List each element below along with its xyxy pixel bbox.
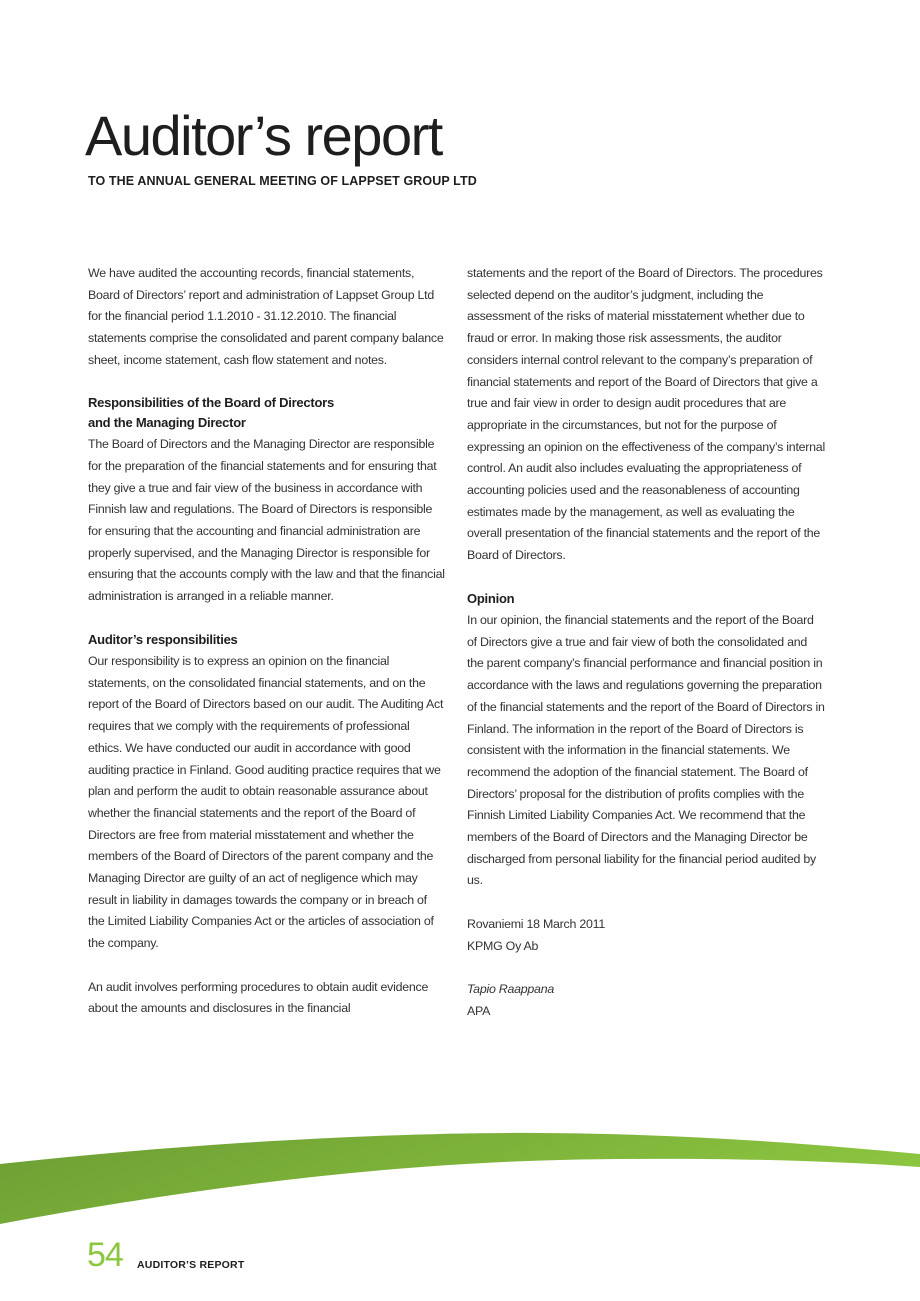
section-heading-opinion: Opinion xyxy=(467,590,515,606)
left-column xyxy=(88,263,446,1042)
page-subtitle: TO THE ANNUAL GENERAL MEETING OF LAPPSET GROUP LTD xyxy=(88,174,477,188)
section-heading-responsibilities xyxy=(88,393,446,432)
intro-paragraph: We have audited the accounting records, financial statements, Board of Directors’ report and administration of Lappset Group Ltd for the financial period 1.1.2010 - 31.12.2010. The financial statements comprise the consolidated and parent company balance sheet, income statement, cash flow statement and notes. xyxy=(88,266,444,367)
opinion-paragraph: In our opinion, the financial statements and the report of the Board of Directors give a true and fair view of both the consolidated and the parent company’s financial performance and financial position in accordance with the laws and regulations governing the preparation of the financial statements and the report of the Board of Directors in Finland. The information in the report of the Board of Directors is consistent with the information in the financial statements. We recommend the adoption of the financial statement. The Board of Directors’ proposal for the distribution of profits complies with the Finnish Limited Liability Companies Act. We recommend that the members of the Board of Directors and the Managing Director be discharged from personal liability for the financial period audited by us. xyxy=(467,613,825,888)
page-number: 54 xyxy=(87,1236,123,1274)
right-column xyxy=(467,263,825,1022)
heading-line: Responsibilities of the Board of Directors xyxy=(88,395,334,411)
page-title: Auditor’s report xyxy=(85,104,442,167)
auditor-responsibilities-paragraph: Our responsibility is to express an opinion on the financial statements, on the consolidated financial statements, and on the report of the Board of Directors based on our audit. The Auditing Act requires that we comply with the requirements of professional ethics. We have conducted our audit in accordance with good auditing practice in Finland. Good auditing practice requires that we plan and perform the audit to obtain reasonable assurance about whether the financial statements and the report of the Board of Directors are free from material misstatement and whether the members of the Board of Directors of the parent company and the Managing Director are guilty of an act of negligence which may result in liability in damages towards the company or in breach of the Limited Liability Companies Act or the articles of association of the company. xyxy=(88,654,444,951)
audit-procedures-paragraph: An audit involves performing procedures to obtain audit evidence about the amounts and disclosures in the financial xyxy=(88,979,429,1016)
signatory-title: APA xyxy=(467,1003,491,1018)
heading-line: and the Managing Director xyxy=(88,414,246,430)
section-heading-auditor-responsibilities: Auditor’s responsibilities xyxy=(88,631,238,647)
signatory-name: Tapio Raappana xyxy=(467,981,554,996)
audit-procedures-continued: statements and the report of the Board of Directors. The procedures selected depend on the auditor’s judgment, including the assessment of the risks of material misstatement whether due to fraud or error. In making those risk assessments, the auditor considers internal control relevant to the company’s preparation of financial statements and report of the Board of Directors that give a true and fair view in order to design audit procedures that are appropriate in the circumstances, but not for the purpose of expressing an opinion on the effectiveness of the company’s internal control. An audit also includes evaluating the appropriateness of accounting policies used and the reasonableness of accounting estimates made by the management, as well as evaluating the overall presentation of the financial statements and the report of the Board of Directors. xyxy=(467,266,825,563)
footer-section-label: AUDITOR’S REPORT xyxy=(137,1259,245,1271)
responsibilities-paragraph: The Board of Directors and the Managing Director are responsible for the preparation of the financial statements and for ensuring that they give a true and fair view of the business in accordance with Finnish law and regulations. The Board of Directors is responsible for ensuring that the accounting and financial administration are properly supervised, and the Managing Director is responsible for ensuring that the accounts comply with the law and that the financial administration is arranged in a reliable manner. xyxy=(88,437,445,604)
place-date: Rovaniemi 18 March 2011 xyxy=(467,916,605,931)
decorative-green-swoosh xyxy=(0,1120,920,1240)
audit-firm: KPMG Oy Ab xyxy=(467,938,539,953)
